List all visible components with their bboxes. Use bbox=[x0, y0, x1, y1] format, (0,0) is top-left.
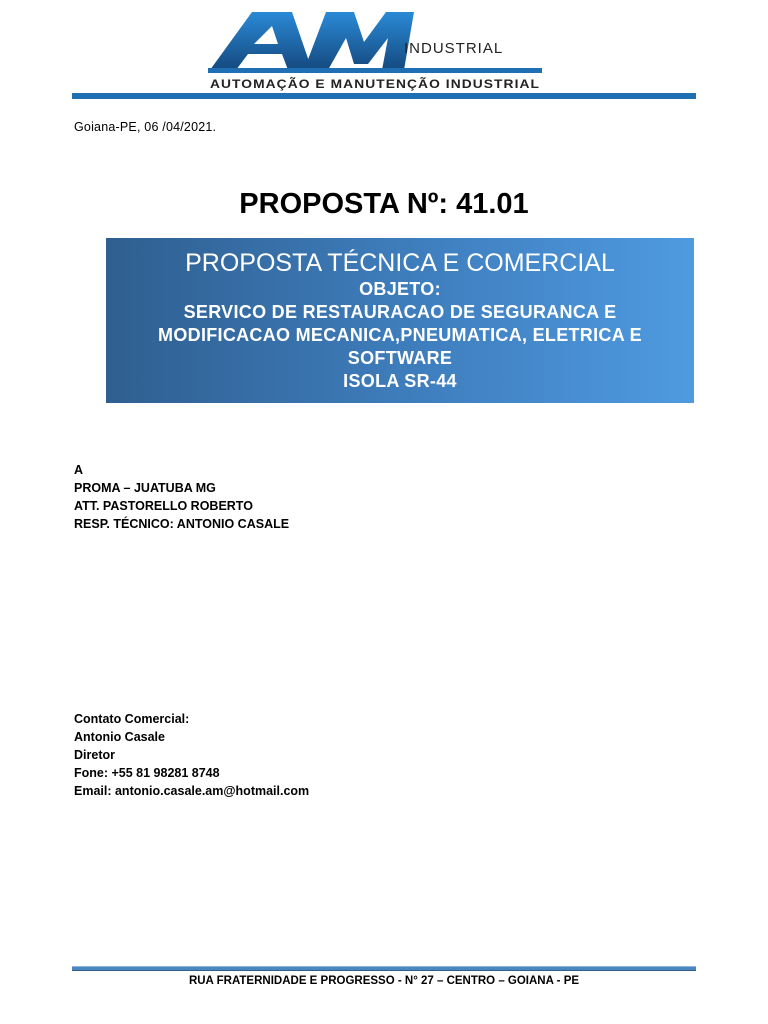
proposal-number-heading: PROPOSTA Nº: 41.01 bbox=[239, 188, 529, 220]
recipient-line: RESP. TÉCNICO: ANTONIO CASALE bbox=[74, 517, 290, 531]
contact-email: Email: antonio.casale.am@hotmail.com bbox=[74, 784, 310, 798]
object-line: SERVICO DE RESTAURACAO DE SEGURANCA E bbox=[183, 302, 617, 322]
equipment-name: ISOLA SR-44 bbox=[343, 371, 457, 391]
contact-block bbox=[74, 710, 309, 800]
document-date: Goiana-PE, 06 /04/2021. bbox=[74, 120, 217, 134]
object-line: MODIFICACAO MECANICA,PNEUMATICA, ELETRICA E bbox=[158, 325, 642, 345]
logo-wordmark: INDUSTRIAL bbox=[404, 40, 504, 57]
company-logo bbox=[208, 8, 544, 92]
logo-tagline: AUTOMAÇÃO E MANUTENÇÃO INDUSTRIAL bbox=[210, 79, 486, 91]
contact-heading: Contato Comercial: bbox=[74, 712, 190, 726]
object-label: OBJETO: bbox=[359, 279, 441, 299]
contact-phone: Fone: +55 81 98281 8748 bbox=[74, 766, 220, 780]
recipient-line: ATT. PASTORELLO ROBERTO bbox=[74, 499, 253, 513]
recipient-block bbox=[74, 461, 289, 533]
header-divider bbox=[72, 93, 696, 99]
contact-role: Diretor bbox=[74, 748, 115, 762]
footer-address: RUA FRATERNIDADE E PROGRESSO - N° 27 – CENTRO – GOIANA - PE bbox=[188, 975, 580, 987]
proposal-title-banner bbox=[106, 238, 694, 403]
proposal-title: PROPOSTA TÉCNICA E COMERCIAL bbox=[185, 249, 615, 277]
recipient-line: PROMA – JUATUBA MG bbox=[74, 481, 216, 495]
object-line: SOFTWARE bbox=[347, 348, 453, 368]
footer-divider bbox=[72, 966, 696, 971]
recipient-line: A bbox=[74, 463, 84, 477]
logo-letter-m-shape bbox=[304, 12, 414, 70]
am-industrial-logo-graphic bbox=[208, 8, 544, 92]
logo-underline bbox=[208, 68, 542, 73]
contact-name: Antonio Casale bbox=[74, 730, 165, 744]
